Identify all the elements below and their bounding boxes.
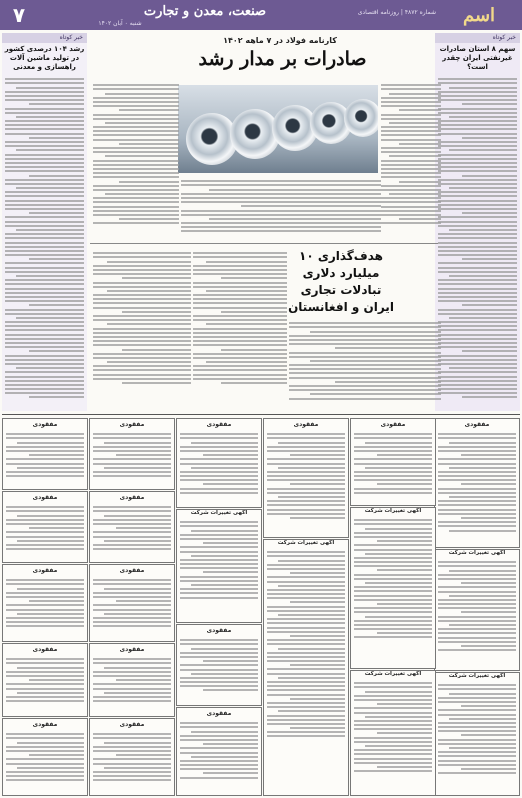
notice-box [176, 707, 262, 796]
left-column-headline: رشد ۱۰۴ درصدی کشور در تولید ماشین آلات راهسازی و معدنی [4, 45, 85, 71]
lead-kicker: کارنامه فولاد در ۷ ماهه ۱۴۰۲ [223, 36, 337, 45]
masthead-tagline: شماره ۴۸۷۲ | روزنامه اقتصادی [357, 9, 436, 16]
notice-box [2, 491, 88, 563]
notice-box [350, 670, 436, 796]
notice-box [263, 418, 349, 538]
notice-box [434, 672, 520, 796]
right-column-headline: سهم ۸ استان صادرات غیرنفتی ایران چقدر است؟ [439, 45, 516, 71]
notice-label: مفقودی [119, 721, 145, 728]
steel-coils-photo [178, 85, 378, 173]
feature-body-middle [190, 248, 290, 414]
notice-box [176, 509, 262, 623]
notice-label: مفقودی [32, 421, 58, 428]
issue-date: شنبه ۰ آبان ۱۴۰۲ [98, 20, 142, 27]
lead-divider [90, 243, 438, 244]
notice-label: مفقودی [206, 710, 232, 717]
feature-headline: هدف‌گذاری ۱۰ میلیارد دلاری تبادلات تجاری ایران و افغانستان [288, 249, 394, 314]
left-column [2, 33, 87, 411]
notice-box [350, 507, 436, 669]
notice-box [176, 418, 262, 508]
newspaper-logo: اسم [462, 4, 496, 26]
lead-body-under-photo [178, 176, 384, 244]
page-number: ۷ [12, 3, 26, 27]
notice-label: مفقودی [119, 494, 145, 501]
notice-label: مفقودی [206, 627, 232, 634]
notice-title: آگهی تغییرات شرکت [190, 510, 248, 516]
notice-box [89, 564, 175, 642]
lead-title: صادرات بر مدار رشد [198, 48, 367, 70]
masthead [0, 0, 522, 30]
notice-label: مفقودی [119, 421, 145, 428]
notice-title: آگهی تغییرات شرکت [364, 671, 422, 677]
notice-title: آگهی تغییرات شرکت [448, 673, 506, 679]
notice-box [89, 491, 175, 563]
lead-body-right [378, 80, 444, 244]
notice-label: مفقودی [293, 421, 319, 428]
notice-box [2, 643, 88, 717]
notice-label: مفقودی [32, 646, 58, 653]
notice-label: مفقودی [464, 421, 490, 428]
left-column-label: خبر کوتاه [2, 33, 87, 43]
notice-box [176, 624, 262, 706]
notice-title: آگهی تغییرات شرکت [448, 550, 506, 556]
notice-box [89, 418, 175, 490]
right-column-label: خبر کوتاه [435, 33, 520, 43]
right-column-body [435, 74, 520, 403]
notice-label: مفقودی [119, 646, 145, 653]
notice-box [2, 564, 88, 642]
notice-title: آگهی تغییرات شرکت [277, 540, 335, 546]
notice-box [263, 539, 349, 796]
notice-box [434, 418, 520, 548]
section-title: صنعت، معدن و تجارت [143, 4, 267, 19]
feature-body-right [286, 318, 444, 414]
notices-divider [2, 414, 520, 415]
feature-body-left [90, 248, 194, 414]
notice-box [350, 418, 436, 506]
notice-box [2, 418, 88, 490]
notice-label: مفقودی [119, 567, 145, 574]
left-column-body [2, 74, 87, 403]
notice-box [2, 718, 88, 796]
notice-label: مفقودی [380, 421, 406, 428]
right-column [435, 33, 520, 411]
lead-body-left [90, 80, 182, 244]
notice-box [89, 718, 175, 796]
notice-label: مفقودی [206, 421, 232, 428]
notice-title: آگهی تغییرات شرکت [364, 508, 422, 514]
notice-label: مفقودی [32, 494, 58, 501]
notice-box [89, 643, 175, 717]
notice-label: مفقودی [32, 721, 58, 728]
notice-label: مفقودی [32, 567, 58, 574]
notice-box [434, 549, 520, 671]
